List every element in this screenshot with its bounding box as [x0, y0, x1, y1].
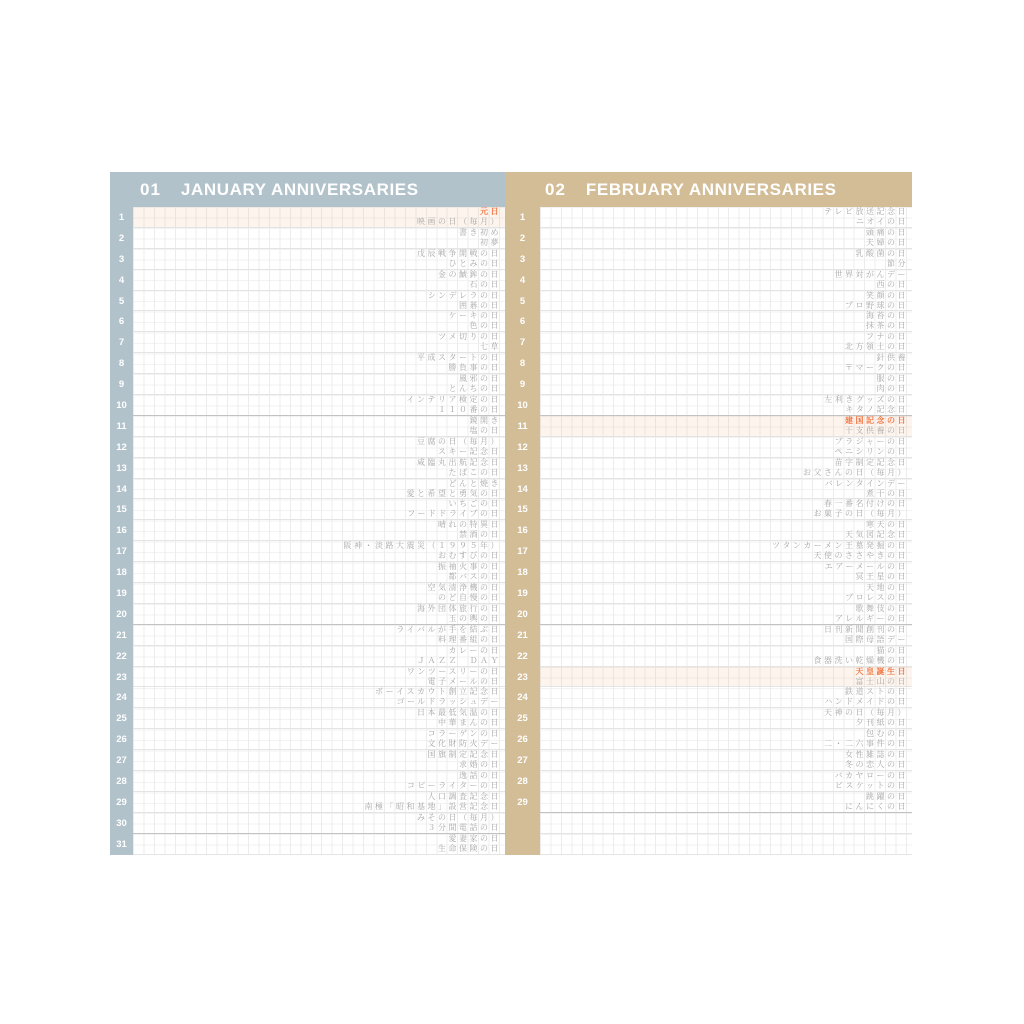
anniversary-entry: ハンドメイドの日 [824, 697, 908, 707]
day-number: 14 [517, 483, 528, 495]
february-day-number-column [505, 207, 540, 855]
anniversary-entry: 海苔の日 [866, 311, 908, 321]
january-page-title: JANUARY ANNIVERSARIES [180, 179, 419, 199]
day-row [133, 311, 505, 332]
day-row [540, 541, 912, 562]
anniversary-entry: たばこの日 [448, 467, 501, 477]
day-number [505, 813, 540, 834]
day-number: 23 [116, 671, 127, 683]
anniversary-entry: フードドライブの日 [407, 509, 501, 519]
anniversary-entry: 干支供養の日 [845, 425, 908, 435]
anniversary-entry: 愛と希望と勇気の日 [406, 488, 501, 498]
day-row [540, 416, 912, 437]
anniversary-entry: 色の日 [469, 321, 501, 331]
anniversary-entry: バレンタインデー [824, 478, 908, 488]
anniversary-entry: 求婚の日 [459, 760, 501, 770]
empty-line [540, 844, 912, 854]
day-row [133, 395, 505, 416]
day-row [540, 583, 912, 604]
february-anniversary-grid [540, 207, 912, 855]
day-number: 27 [116, 755, 127, 767]
day-number: 24 [517, 692, 528, 704]
day-row [133, 374, 505, 395]
day-number: 19 [116, 587, 127, 599]
anniversary-entry: 電子メールの日 [427, 676, 501, 686]
anniversary-entry: 夕刊紙の日 [855, 718, 908, 728]
day-row [540, 625, 912, 646]
day-row [133, 479, 505, 500]
anniversary-entry: 天地の日 [866, 583, 908, 593]
day-number: 28 [116, 775, 127, 787]
anniversary-entry: プロ野球の日 [845, 300, 908, 310]
day-row [133, 771, 505, 792]
anniversary-entry: 国際母語デー [845, 634, 908, 644]
anniversary-entry: 塩の日 [469, 425, 501, 435]
anniversary-entry: 鏡開き [469, 415, 501, 425]
anniversary-entry: ブラジャーの日 [834, 436, 908, 446]
anniversary-entry: 初夢 [480, 237, 501, 247]
anniversary-entry: ツメ切りの日 [438, 332, 501, 342]
anniversary-entry: 富士山の日 [855, 676, 908, 686]
day-row [133, 687, 505, 708]
january-page-number: 01 [140, 179, 161, 199]
day-row [540, 646, 912, 667]
day-row [133, 291, 505, 312]
anniversary-entry: アレルギーの日 [835, 613, 908, 623]
day-number: 15 [517, 504, 528, 516]
february-page-title: FEBRUARY ANNIVERSARIES [585, 179, 837, 199]
day-row [133, 458, 505, 479]
day-row [133, 249, 505, 270]
day-row [540, 771, 912, 792]
anniversary-entry: 春一番名付けの日 [824, 499, 908, 509]
anniversary-entry: どんと焼き [448, 478, 501, 488]
anniversary-entry: 映画の日（毎月） [417, 216, 501, 226]
anniversary-entry: お菓子の日（毎月） [813, 509, 908, 519]
february-page-header [505, 172, 912, 207]
anniversary-entry: 阪神・淡路大震災（１９９５年） [343, 541, 501, 551]
anniversary-entry: 禁酒の日 [459, 530, 501, 540]
january-page [110, 172, 505, 855]
day-row [133, 750, 505, 771]
anniversary-entry: 日本最低気温の日 [417, 708, 501, 718]
anniversary-entry: 日刊新聞創刊の日 [824, 624, 908, 634]
anniversary-entry: 戊辰戦争開戦の日 [417, 248, 501, 258]
anniversary-entry: 肉の日 [876, 384, 908, 394]
anniversary-entry: ボーイスカウト創立記念日 [375, 687, 501, 697]
day-number: 24 [116, 692, 127, 704]
anniversary-entry: おむすびの日 [438, 551, 501, 561]
anniversary-entry: １１０番の日 [438, 404, 501, 414]
day-number: 14 [116, 483, 127, 495]
day-number: 12 [116, 441, 127, 453]
day-row [133, 604, 505, 625]
day-row [540, 520, 912, 541]
anniversary-entry: 玉の輿の日 [448, 613, 501, 623]
day-number: 21 [517, 629, 528, 641]
day-number: 13 [517, 462, 528, 474]
day-number: 25 [116, 713, 127, 725]
day-number: 23 [517, 671, 528, 683]
january-day-number-column [110, 207, 133, 855]
day-number: 17 [517, 546, 528, 558]
anniversary-entry: 愛妻家の日 [448, 833, 501, 843]
anniversary-entry: カレーの日 [448, 645, 501, 655]
anniversary-entry: 服の日 [876, 374, 908, 384]
day-row [133, 499, 505, 520]
day-row [540, 332, 912, 353]
day-number: 21 [116, 629, 127, 641]
anniversary-entry: 西の日 [876, 279, 908, 289]
anniversary-entry: 石の日 [469, 279, 501, 289]
anniversary-entry: 天気図記念日 [845, 530, 908, 540]
day-row [540, 291, 912, 312]
day-row [540, 792, 912, 813]
anniversary-entry: 平成スタートの日 [417, 353, 501, 363]
anniversary-entry: コラーゲンの日 [427, 729, 501, 739]
anniversary-entry: 天使のささやきの日 [813, 551, 908, 561]
day-row [133, 625, 505, 646]
day-row [133, 562, 505, 583]
anniversary-entry: プロレスの日 [845, 592, 908, 602]
anniversary-entry: 海外団体旅行の日 [417, 603, 501, 613]
day-number: 17 [116, 546, 127, 558]
anniversary-entry: シンデレラの日 [427, 290, 501, 300]
day-row [540, 499, 912, 520]
day-number: 29 [116, 796, 127, 808]
day-row [540, 207, 912, 228]
anniversary-entry: 晴れの特異日 [438, 520, 501, 530]
february-page [505, 172, 912, 855]
anniversary-entry: ゴールドラッシュデー [396, 697, 501, 707]
day-number: 3 [519, 253, 526, 265]
anniversary-entry: 書き初め [459, 227, 501, 237]
day-number: 28 [517, 775, 528, 787]
day-row [133, 646, 505, 667]
day-row [540, 604, 912, 625]
anniversary-entry: お父さんの日（毎月） [803, 467, 908, 477]
anniversary-entry: 逸話の日 [459, 771, 501, 781]
day-number: 20 [517, 608, 528, 620]
day-row [540, 437, 912, 458]
anniversary-entry: 包むの日 [866, 729, 908, 739]
day-number: 22 [116, 650, 127, 662]
anniversary-entry: 天神の日（毎月） [824, 708, 908, 718]
anniversary-entry: 振袖火事の日 [438, 562, 501, 572]
day-number: 6 [519, 316, 526, 328]
anniversary-entry: テレビ放送記念日 [824, 207, 908, 216]
day-number: 1 [519, 211, 526, 223]
day-row [133, 708, 505, 729]
day-row [540, 270, 912, 291]
anniversary-entry: 豆腐の日（毎月） [417, 436, 501, 446]
day-row [540, 353, 912, 374]
day-number: 7 [118, 337, 125, 349]
day-number: 8 [118, 358, 125, 370]
anniversary-entry: 鉄道ストの日 [845, 687, 908, 697]
anniversary-entry: 冬の恋人の日 [845, 760, 908, 770]
day-number: 2 [118, 232, 125, 244]
anniversary-entry: のど自慢の日 [438, 592, 501, 602]
january-page-header [110, 172, 505, 207]
anniversary-entry: 歌舞伎の日 [855, 603, 908, 613]
day-number: 29 [517, 796, 528, 808]
day-number: 9 [118, 379, 125, 391]
anniversary-entry: 空気清浄機の日 [427, 583, 501, 593]
day-number: 20 [116, 608, 127, 620]
day-number: 4 [519, 274, 526, 286]
anniversary-entry: ３分間電話の日 [427, 822, 501, 832]
day-number: 31 [116, 838, 127, 850]
anniversary-entry: ケーキの日 [448, 311, 501, 321]
january-anniversary-grid [133, 207, 505, 855]
anniversary-entry: 天皇誕生日 [855, 666, 908, 676]
anniversary-entry: 跳躍の日 [866, 791, 908, 801]
day-row [540, 479, 912, 500]
day-row [133, 353, 505, 374]
anniversary-entry: 二・二六事件の日 [824, 739, 908, 749]
day-row [540, 458, 912, 479]
day-row [540, 562, 912, 583]
anniversary-entry: 夫婦の日 [866, 237, 908, 247]
anniversary-entry: ニオイの日 [855, 216, 908, 226]
anniversary-entry: にんにくの日 [845, 801, 908, 811]
day-number: 18 [517, 567, 528, 579]
anniversary-entry: 冥王星の日 [855, 572, 908, 582]
day-number: 18 [116, 567, 127, 579]
anniversary-entry: 囲碁の日 [459, 300, 501, 310]
anniversary-entry: 世界対がんデー [834, 269, 908, 279]
empty-line [540, 813, 912, 823]
day-number: 27 [517, 755, 528, 767]
day-row [133, 583, 505, 604]
day-number: 19 [517, 587, 528, 599]
anniversary-entry: ライバルが手を結ぶ日 [396, 624, 501, 634]
anniversary-entry: フナの日 [866, 332, 908, 342]
day-row [133, 520, 505, 541]
anniversary-entry: 左利きグッズの日 [824, 395, 908, 405]
anniversary-entry: スキー記念日 [438, 446, 501, 456]
day-number: 12 [517, 441, 528, 453]
anniversary-entry: ペニシリンの日 [834, 446, 908, 456]
empty-row [540, 834, 912, 855]
day-row [133, 792, 505, 813]
anniversary-entry: キタノ記念日 [845, 404, 908, 414]
day-row [540, 687, 912, 708]
anniversary-entry: 女性雑誌の日 [845, 750, 908, 760]
anniversary-entry: 抹茶の日 [866, 321, 908, 331]
anniversary-entry: 人口調査記念日 [427, 791, 501, 801]
day-number: 11 [517, 420, 528, 432]
anniversary-entry: 生命保険の日 [438, 843, 501, 853]
anniversary-entry: ひとみの日 [448, 258, 501, 268]
anniversary-entry: 文化財防火デー [427, 739, 501, 749]
day-number: 7 [519, 337, 526, 349]
day-number: 5 [519, 295, 526, 307]
day-number: 5 [118, 295, 125, 307]
day-number: 10 [116, 399, 127, 411]
day-number: 22 [517, 650, 528, 662]
day-number: 15 [116, 504, 127, 516]
anniversary-entry: ＪＡＺＺ ＤＡＹ [417, 655, 501, 665]
empty-row [540, 813, 912, 834]
day-number [505, 834, 540, 855]
day-row [133, 228, 505, 249]
empty-line [540, 823, 912, 833]
day-row [133, 667, 505, 688]
anniversary-entry: 〒マークの日 [845, 363, 908, 373]
day-number: 26 [517, 734, 528, 746]
day-number: 9 [519, 379, 526, 391]
day-row [133, 729, 505, 750]
anniversary-entry: 国旗制定記念日 [427, 750, 501, 760]
day-number: 30 [116, 817, 127, 829]
day-number: 16 [517, 525, 528, 537]
anniversary-entry: ワンツースリーの日 [406, 666, 501, 676]
day-row [133, 332, 505, 353]
anniversary-entry: 食器洗い乾燥機の日 [813, 655, 908, 665]
day-row [540, 729, 912, 750]
anniversary-entry: 元日 [480, 207, 501, 216]
day-number: 25 [517, 713, 528, 725]
day-number: 8 [519, 358, 526, 370]
anniversary-entry: 笑顔の日 [866, 290, 908, 300]
day-row [133, 207, 505, 228]
anniversary-entry: みその日（毎月） [417, 812, 501, 822]
anniversary-entry: 料理番組の日 [438, 634, 501, 644]
day-row [540, 374, 912, 395]
day-row [540, 750, 912, 771]
anniversary-entry: いちごの日 [448, 499, 501, 509]
anniversary-entry: ビスケットの日 [834, 781, 908, 790]
day-row [133, 270, 505, 291]
anniversary-entry: 風邪の日 [459, 374, 501, 384]
anniversary-entry: バカヤローの日 [834, 771, 908, 781]
anniversary-entry: エアーメールの日 [824, 562, 908, 572]
anniversary-entry: 北方領土の日 [845, 342, 908, 352]
day-number: 11 [116, 420, 127, 432]
day-number: 3 [118, 253, 125, 265]
anniversary-entry: 七草 [480, 342, 501, 352]
day-row [133, 416, 505, 437]
day-row [540, 311, 912, 332]
anniversary-entry: 節分 [887, 258, 908, 268]
anniversary-entry: 苗字制定記念日 [834, 457, 908, 467]
anniversary-entry: 頭痛の日 [866, 227, 908, 237]
day-row [133, 541, 505, 562]
day-row [540, 708, 912, 729]
day-row [540, 228, 912, 249]
day-row [540, 249, 912, 270]
anniversary-entry: 金の鯱鉾の日 [438, 269, 501, 279]
anniversary-entry: 針供養 [876, 353, 908, 363]
anniversary-entry: 猫の日 [876, 645, 908, 655]
day-number: 2 [519, 232, 526, 244]
february-page-number: 02 [545, 179, 566, 199]
day-row [133, 437, 505, 458]
day-row [133, 813, 505, 834]
anniversary-entry: ツタンカーメン王墓発掘の日 [771, 541, 908, 551]
day-number: 16 [116, 525, 127, 537]
anniversary-entry: 煮干の日 [866, 488, 908, 498]
day-row [540, 395, 912, 416]
anniversary-entry: 寒天の日 [866, 520, 908, 530]
day-number: 13 [116, 462, 127, 474]
anniversary-entry: 都バスの日 [448, 572, 501, 582]
day-row [540, 667, 912, 688]
anniversary-entry: インテリア検定の日 [406, 395, 501, 405]
anniversary-entry: とんちの日 [448, 384, 501, 394]
day-number: 1 [118, 211, 125, 223]
anniversary-entry: コピーライターの日 [407, 781, 501, 790]
empty-line [540, 834, 912, 844]
day-number: 26 [116, 734, 127, 746]
anniversary-entry: 南極「昭和基地」設営記念日 [364, 801, 501, 811]
anniversary-entry: 中華まんの日 [438, 718, 501, 728]
day-number: 10 [517, 399, 528, 411]
anniversary-entry: 建国記念の日 [845, 415, 908, 425]
anniversary-entry: 勝負事の日 [448, 363, 501, 373]
anniversary-entry: 乳酸菌の日 [855, 248, 908, 258]
day-number: 6 [118, 316, 125, 328]
anniversary-entry: 咸臨丸出航記念日 [417, 457, 501, 467]
day-row [133, 834, 505, 855]
day-number: 4 [118, 274, 125, 286]
